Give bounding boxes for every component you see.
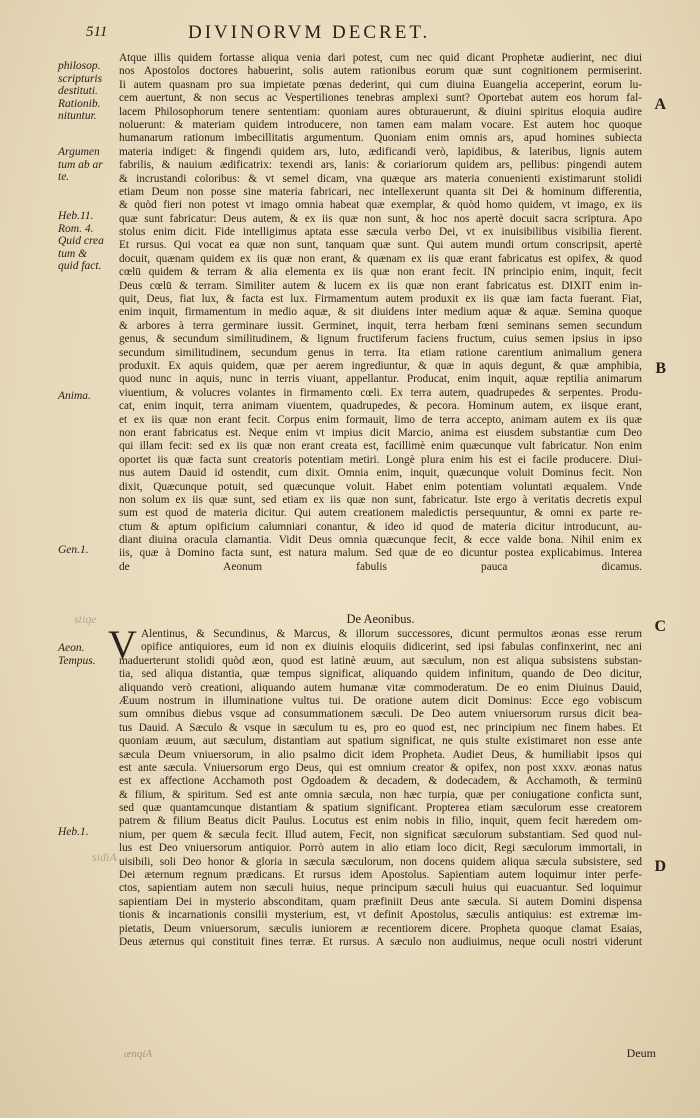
text-line: sum est quod de materia dicitur. Qui autem creationem maledictis persequuntur, & omni ex parte re- bbox=[119, 507, 642, 520]
main-text-block bbox=[119, 52, 642, 574]
text-line: cat, enim inquit, terra animam viuentem, quadrupedes, & pecora. Hominum autem, ex iisque erant, bbox=[119, 400, 642, 413]
text-line: noluerunt: & materiam quidem introducere, non tamen eam malam vocare. Est autem hoc quoque bbox=[119, 118, 642, 131]
margin-note: Heb.1. bbox=[58, 826, 89, 838]
margin-note: Aeon. Tempus. bbox=[58, 642, 96, 667]
text-line: est ante sæcula. Vniuersorum ergo Deus, qui est omnium creator & opifex, non post xxxv. æonas natus bbox=[119, 761, 642, 774]
text-line: & arbores à terra germinare iussit. Germinet, inquit, terra herbam fœni seminans semen secundum bbox=[119, 319, 642, 332]
text-line: non solum ex iis quæ sunt, sed etiam ex iis quæ non sunt, fabricatur. Iste ergo à veritatis decretis expul bbox=[119, 493, 642, 506]
text-line: tionis & incarnationis consilii mysterium, est, vt definit Apostolus, sæculis antiquius: est extremæ im- bbox=[119, 909, 642, 922]
text-line: docuit, quænam quidem ex iis quæ non erant, & quænam ex iis quæ erant fabricatus est opifex, & quod bbox=[119, 252, 642, 265]
catchword: Deum bbox=[626, 1046, 656, 1060]
text-line: Atque illis quidem fortasse aliqua venia dari potest, cum nec quid dicant Prophetæ audierint, nec diui bbox=[119, 52, 642, 64]
section-letter: A bbox=[654, 96, 666, 113]
text-line: diant diuina oracula clamantia. Vidit Deus omnia quæcunque fecit, & ecce valde bona. Nihil enim ex bbox=[119, 534, 642, 547]
text-line: lus est Deo vniuersorum antiquior. Porrò autem in alio etiam loco dicit, Regi sæculorum immortali, in bbox=[119, 842, 642, 855]
section-letter: D bbox=[654, 858, 666, 875]
section-letter: C bbox=[654, 618, 666, 635]
text-line: secundum similitudinem, secundum genus in terra. Ita etiam ratione carentium animalium genera bbox=[119, 346, 642, 359]
text-line: de Aeonum fabulis pauca dicamus. bbox=[119, 560, 642, 573]
text-line: materia indiget: & fingendi quidem ars, luto, ædificandi verò, lapidibus, & lateribus, lignis autem bbox=[119, 145, 642, 158]
text-line: quod nunc in aquis, nunc in terris viuant, appellantur. Producat, enim inquit, aquæ reptilia animarum bbox=[119, 373, 642, 386]
bleed-text: stiqe bbox=[74, 612, 97, 626]
text-line: nium, per quem & sæcula fecit. Illud autem, Fecit, non significat sæculorum substantiam. Sed quod nul- bbox=[119, 828, 642, 841]
text-line: Deus æternus qui constituit fines terræ. Et rursus. A sæculo non audiuimus, neque oculi nostri viderunt bbox=[119, 935, 642, 948]
text-line: ctos, sapientiam autem non sæculi huius, neque principum sæculi huius qui euacuantur. Sed loquimur bbox=[119, 882, 642, 895]
second-text-block bbox=[119, 628, 642, 949]
text-line: patrem & filium Beatus dicit Paulus. Locutus est enim nobis in filio, inquit, quem fecit hæredem om- bbox=[119, 815, 642, 828]
bleed-text: sidiA bbox=[92, 850, 117, 864]
text-line: enim inquit, firmamentum in medio aquæ, & sit diuidens inter medium aquæ & aquæ. Semina quoque bbox=[119, 306, 642, 319]
page-number: 511 bbox=[86, 24, 108, 40]
drop-capital: V bbox=[108, 622, 137, 667]
text-line: aliquando verò creationi, aliquando autem humanæ vitæ commoderatum. De eo enim Diuinus Dauid, bbox=[119, 681, 642, 694]
text-line: sapientiam Dei in mysterio absconditam, quam præfiniit Deus ante sæcula. Si autem Domini dispensa bbox=[119, 895, 642, 908]
text-line: qui illam fecit: sed ex iis quæ non erant creata est, facillimè enim quæcunque vult fabricatur. Non enim bbox=[119, 440, 642, 453]
text-line: & filium, & spiritum. Sed est ante omnia sæcula, non hæc turpia, quæ per coniugatione conficta sunt, bbox=[119, 788, 642, 801]
margin-note: Gen.1. bbox=[58, 544, 89, 556]
text-line: Et rursus. Qui vocat ea quæ non sunt, tanquam quæ sunt. Qui autem mundi ortum conscripsit, apertè bbox=[119, 239, 642, 252]
text-line: cem auertunt, & non secus ac Vespertiliones tenebras amplexi sunt? Oportebat autem eos horum fal- bbox=[119, 92, 642, 105]
margin-note: Heb.11. Rom. 4. Quid crea tum & quid fact. bbox=[58, 210, 104, 273]
text-line: Æuum nostrum in illuminatione vultus tui. De oratione autem dicit Dominus: Ecce ego vobiscum bbox=[119, 694, 642, 707]
text-line: opifice antiquiores, eum id non ex diuinis eloquiis didicerint, sed ipsi fabulas confinxerint, nec ani bbox=[141, 641, 642, 654]
text-line: fabrilis, & nauium ædificatrix: texendi ars, lanis: & coriariorum quidem ars, pellibus: pingendi autem bbox=[119, 159, 642, 172]
page-header bbox=[0, 22, 700, 46]
text-line: uisibili, soli Deo honor & gloria in sæcula sæculorum, non docens quidem aliqua sæcula subsistere, sed bbox=[119, 855, 642, 868]
text-line: produxit. Ex aquis quidem, quæ per aerem ingrediuntur, & quæ in aquis degunt, & quæ amphibia, bbox=[119, 359, 642, 372]
text-line: nos Apostolos doctores habuerint, solis autem rationibus eorum quæ sunt cognitionem permiserint. bbox=[119, 65, 642, 78]
margin-note: philosop. scripturis destituti. Rationib. nituntur. bbox=[58, 60, 103, 123]
section-heading: De Aeonibus. bbox=[346, 612, 415, 626]
text-line: est ex affectione Acchamoth post Ogdoadem & decadem, & dodecadem, & Acchamoth, & terminū bbox=[119, 775, 642, 788]
text-line: & incrustandi coloribus: & vt semel dicam, vna quæque ars materia conuenienti existimarunt stolidi bbox=[119, 172, 642, 185]
text-line: Ii autem quasnam pro sua impietate pœnas dederint, qui cum diuina Euangelia acceperint, eorum lu- bbox=[119, 78, 642, 91]
section-letter: B bbox=[655, 360, 666, 377]
text-line: Deus cœlū & terram. Similiter autem & lucem ex iis quæ non erant fabricatus est. DIXIT enim in- bbox=[119, 279, 642, 292]
text-line: non erant fabricatus est. Neque enim vt impius dicit Marcio, anima est eiusdem substantiæ cum Deo bbox=[119, 426, 642, 439]
text-line: iis, quæ à Domino facta sunt, est natura malum. Sed quæ de eo dicuntur postea explicabimus. Interea bbox=[119, 547, 642, 560]
text-line: viuentium, & volucres volantes in firmamento cœli. Ex terra autem, quadrupedes & serpentes. Produ- bbox=[119, 386, 642, 399]
text-line: et ex iis quæ non erant fecit. Corpus enim formauit, limo de terra accepto, animam autem ex iis quæ bbox=[119, 413, 642, 426]
text-line: lacem Philosophorum tenere sententiam: quoniam aures obturauerunt, & diuini spiritus eloquia audire bbox=[119, 105, 642, 118]
text-line: oportet iis quæ facta sunt creatoris potentiam metiri. Longè plura enim his est ei facile producere. Diui- bbox=[119, 453, 642, 466]
text-line: Dei æternum regnum prædicans. Et rursus idem Apostolus. Sapientiam autem loquimur inter perfe- bbox=[119, 869, 642, 882]
text-line: tus Dauid. A Sæculo & vsque in sæculum tu es, pro eo quod est, nec principium nec finem habes. Et bbox=[119, 721, 642, 734]
margin-note: Argumen tum ab ar te. bbox=[58, 146, 103, 184]
text-line: pietatis, Deum vniuersorum, sæculis iuniorem æ recentiorem dicere. Propheta quoque clamat Esaias, bbox=[119, 922, 642, 935]
text-line: nus autem Dauid id ostendit, cum dixit. Omnia enim, inquit, quæcunque voluit Dominus fecit. Non bbox=[119, 467, 642, 480]
text-line: stolus enim dicit. Fide intelligimus aptata esse sæcula verbo Dei, vt ex inuisibilibus visibilia fierent. bbox=[119, 226, 642, 239]
text-line: maduerterunt stolidi quòd æon, quod est latinè æuum, aut sæculum, non est aliqua subsistens substan- bbox=[119, 654, 642, 667]
margin-note: Anima. bbox=[58, 390, 91, 402]
text-line: & quòd fieri non potest vt imago omnia habeat quæ exemplar, & quòd homo quidem, vt imago, ex iis bbox=[119, 199, 642, 212]
text-line: humanarum rationum imbecillitatis argumentum. Quoniam enim omnis ars, apud homines subiecta bbox=[119, 132, 642, 145]
text-line: genus, & secundum similitudinem, & lignum fructiferum faciens fructum, cuius semen ipsius in ipso bbox=[119, 333, 642, 346]
text-line: quit, Deus, fiat lux, & facta est lux. Firmamentum autem produxit ex iis quæ iam facta fuerant. Fiat, bbox=[119, 293, 642, 306]
text-line: quoniam æuum, aut sæculum, distantiam aut spatium significat, ne quis stulte existimaret non esse ante bbox=[119, 735, 642, 748]
text-line: sum omnibus diebus vsque ad consummationem sæculi. De Deo autem vniuersorum rursus dicit bea- bbox=[119, 708, 642, 721]
text-line: ctum & aptum opificium calumniari conantur, & ideo id quod de materia dicitur introducunt, au- bbox=[119, 520, 642, 533]
text-line: tia, sed aliqua distantia, quæ tempus significat, aliquando quidem infinitum, quando de Deo dicitur, bbox=[119, 668, 642, 681]
text-line: dixit, Quæcunque potuit, sed quæcunque voluit. Habet enim potentiam voluntati æqualem. Vnde bbox=[119, 480, 642, 493]
running-title: DIVINORVM DECRET. bbox=[188, 22, 431, 43]
text-line: sed quæ quantamcunque distantiam & spatium significant. Propterea etiam sæculorum esse creatorem bbox=[119, 802, 642, 815]
bottom-bleed-through: ænqiA bbox=[124, 1048, 153, 1060]
text-line: etiam Deum non posse sine materia fabricari, nec intellexerunt quanta sit Dei & hominum differentia, bbox=[119, 185, 642, 198]
text-line: sæcula Deum vniuersorum, in alio psalmo dicit idem Propheta. Audiet Deus, & humiliabit ipsos qui bbox=[119, 748, 642, 761]
text-line: quæ sunt fabricatur: Deus autem, & ex iis quæ non sunt, & hoc nos apertè docuit sacra scriptura. Apo bbox=[119, 212, 642, 225]
text-line: Alentinus, & Secundinus, & Marcus, & illorum successores, dicunt permultos æonas esse rerum bbox=[141, 628, 642, 640]
text-line: cœlū quidem & terram & alia elementa ex iis quæ non erant fecit. IN principio enim, inquit, fecit bbox=[119, 266, 642, 279]
